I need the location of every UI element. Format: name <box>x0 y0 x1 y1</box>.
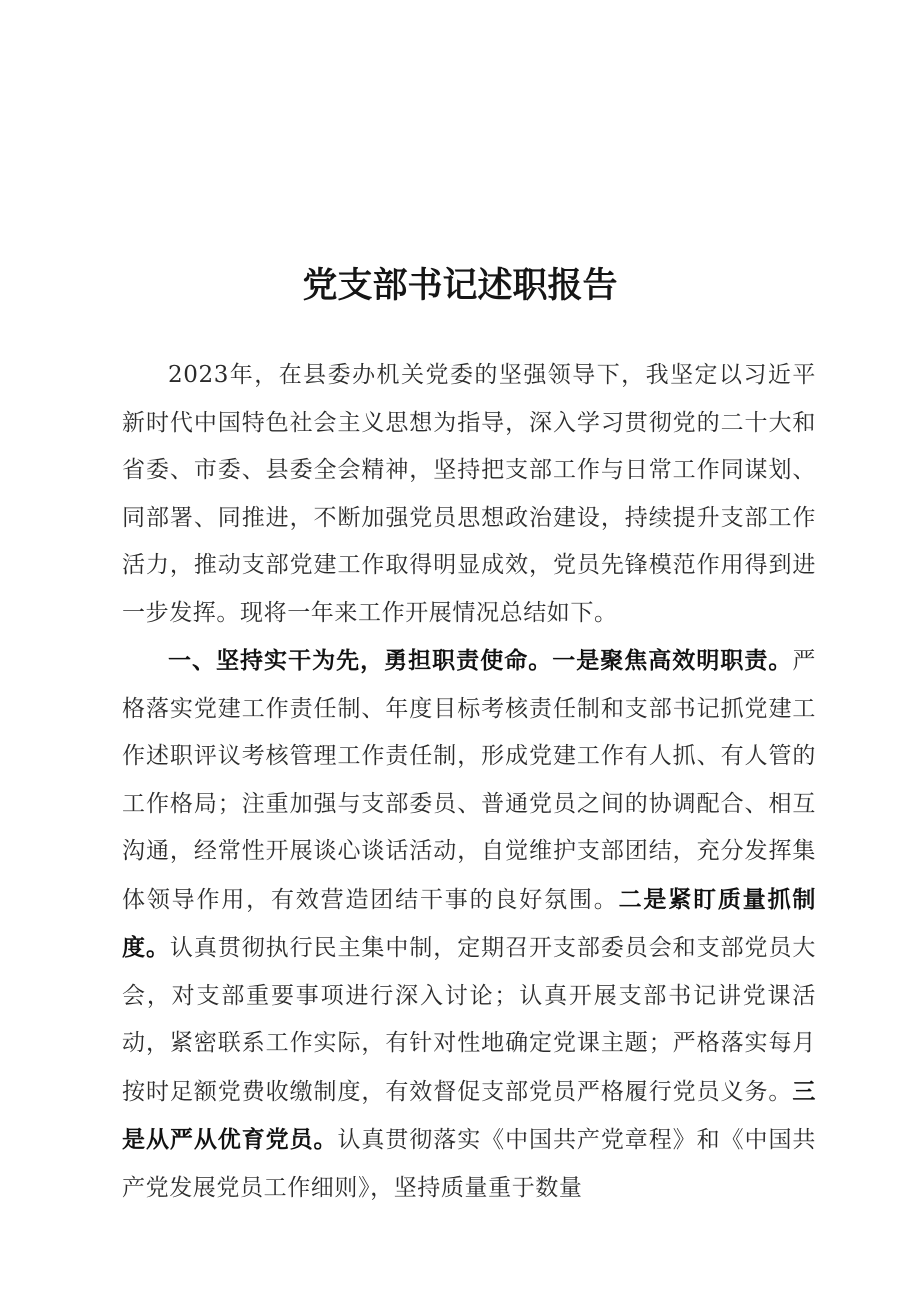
section-one-heading: 一、坚持实干为先，勇担职责使命。 <box>168 647 553 674</box>
point-two-heading: 二是紧盯质量抓制度。 <box>122 885 816 961</box>
document-body <box>122 352 816 1212</box>
paragraph-section-one <box>122 637 816 1212</box>
point-one-heading: 一是聚焦高效明职责。 <box>552 647 793 674</box>
point-one-text: 严格落实党建工作责任制、年度目标考核责任制和支部书记抓党建工作述职评议考核管理工作责任制，形成党建工作有人抓、有人管的工作格局；注重加强与支部委员、普通党员之间的协调配合、相互沟通，经常性开展谈心谈话活动，自觉维护支部团结，充分发挥集体领导作用，有效营造团结干事的良好氛围。 <box>122 648 816 913</box>
paragraph-intro-text: 2023年，在县委办机关党委的坚强领导下，我坚定以习近平新时代中国特色社会主义思想为指导，深入学习贯彻党的二十大和省委、市委、县委全会精神，坚持把支部工作与日常工作同谋划、同部署、同推进，不断加强党员思想政治建设，持续提升支部工作活力，推动支部党建工作取得明显成效，党员先锋模范作用得到进一步发挥。现将一年来工作开展情况总结如下。 <box>122 362 816 626</box>
document-title: 党支部书记述职报告 <box>302 266 618 306</box>
point-three-heading: 三是从严从优育党员。 <box>122 1077 816 1153</box>
paragraph-intro <box>122 352 816 637</box>
point-two-text: 认真贯彻执行民主集中制，定期召开支部委员会和支部党员大会，对支部重要事项进行深入讨论；认真开展支部书记讲党课活动，紧密联系工作实际，有针对性地确定党课主题；严格落实每月按时足额党费收缴制度，有效督促支部党员严格履行党员义务。 <box>122 935 816 1105</box>
point-three-text: 认真贯彻落实《中国共产党章程》和《中国共产党发展党员工作细则》，坚持质量重于数量 <box>122 1127 816 1201</box>
